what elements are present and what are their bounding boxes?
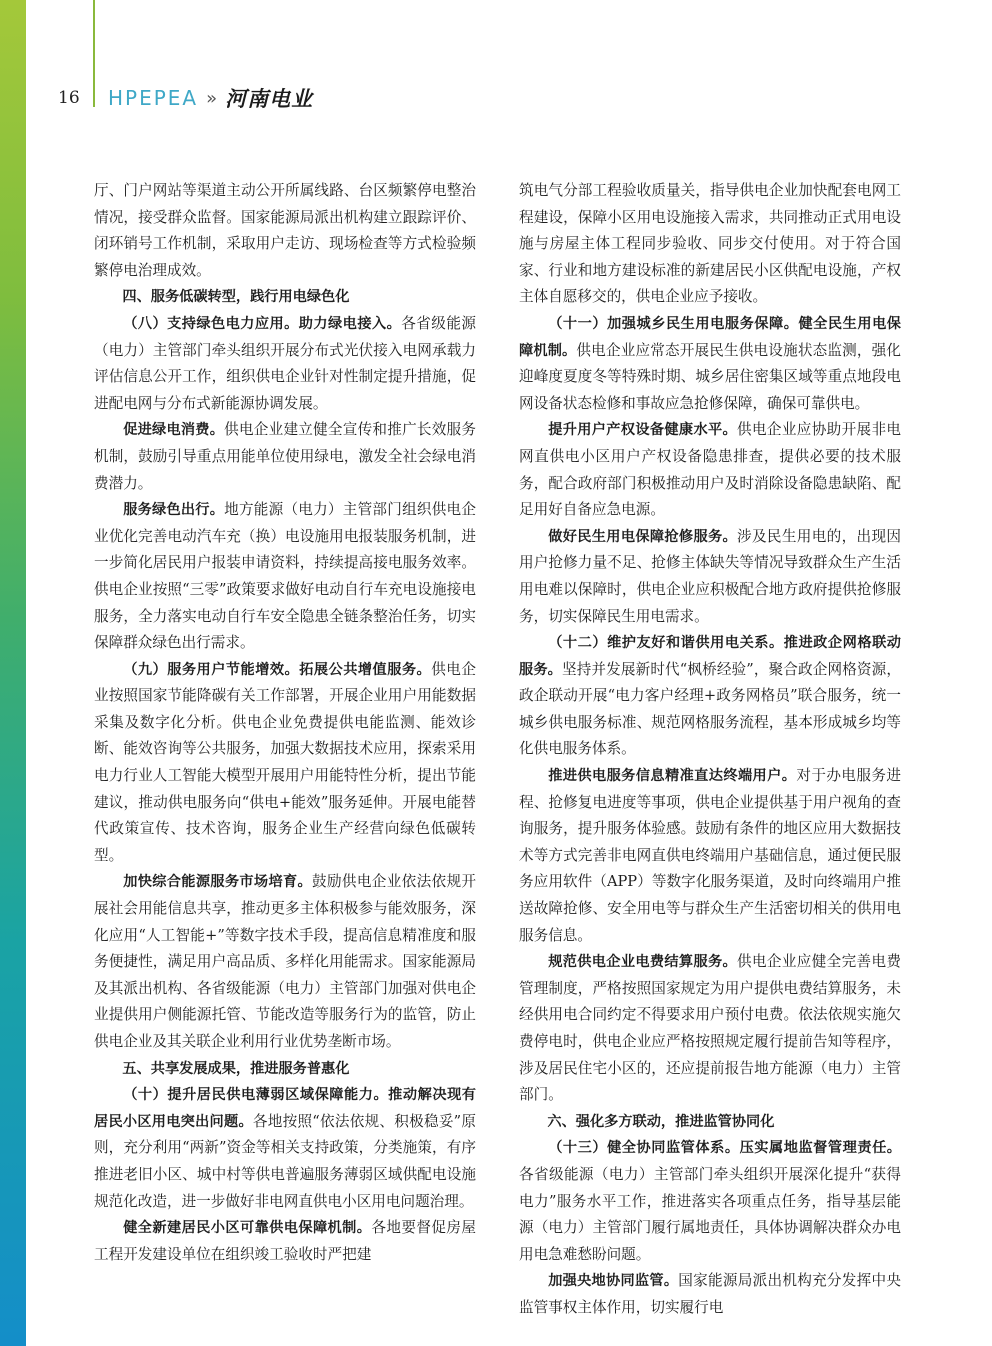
- lead-phrase: （十一）加强城乡民生用电服务保障。健全民生用电保障机制。: [519, 315, 901, 359]
- paragraph-text: 各地要督促房屋工程开发建设单位在组织竣工验收时严把建: [94, 1219, 476, 1263]
- paragraph-text: 鼓励供电企业依法依规开展社会用能信息共享，推动更多主体积极参与能效服务，深化应用“人工智能+”等数字技术手段，提高信息精准度和服务便捷性，满足用户高品质、多样化用能需求。国家能源局及其派出机构、各省级能源（电力）主管部门加强对供电企业提供用户侧能源托管、节能改造等服务行为的监管，防止供电企业及其关联企业利用行业优势垄断市场。: [94, 873, 476, 1050]
- lead-phrase: （十）提升居民供电薄弱区域保障能力。推动解决现有居民小区用电突出问题。: [94, 1087, 476, 1130]
- paragraph-text: 供电企业建立健全宣传和推广长效服务机制，鼓励引导重点用能单位使用绿电，激发全社会绿电消费潜力。: [94, 421, 476, 492]
- lead-phrase: 推进供电服务信息精准直达终端用户。: [548, 768, 797, 785]
- paragraph-text: 供电企业应健全完善电费管理制度，严格按照国家规定为用户提供电费结算服务，未经供用电合同约定不得要求用户预付电费。依法依规实施欠费停电时，供电企业应严格按照规定履行提前告知等程序，涉及居民住宅小区的，还应提前报告地方能源（电力）主管部门。: [519, 953, 901, 1104]
- paragraph-text: 厅、门户网站等渠道主动公开所属线路、台区频繁停电整治情况，接受群众监督。国家能源局派出机构建立跟踪评价、闭环销号工作机制，采取用户走访、现场检查等方式检验频繁停电治理成效。: [94, 182, 476, 279]
- paragraph: [94, 497, 476, 657]
- paragraph-text: 供电企业按照国家节能降碳有关工作部署，开展企业用户用能数据采集及数字化分析。供电企业免费提供电能监测、能效诊断、能效咨询等公共服务，加强大数据技术应用，探索采用电力行业人工智能大模型开展用户用能特性分析，提出节能建议，推动供电服务向“供电+能效”服务延伸。开展电能替代政策宣传、技术咨询，服务企业生产经营向绿色低碳转型。: [94, 660, 476, 864]
- paragraph-text: 各省级能源（电力）主管部门牵头组织开展深化提升“获得电力”服务水平工作，推进落实各项重点任务，指导基层能源（电力）主管部门履行属地责任，具体协调解决群众办电用电急难愁盼问题。: [519, 1165, 901, 1263]
- lead-phrase: 规范供电企业电费结算服务。: [548, 954, 738, 971]
- lead-phrase: （十三）健全协同监管体系。压实属地监督管理责任。: [548, 1140, 901, 1157]
- paragraph: [519, 524, 901, 630]
- paragraph-text: 供电企业应常态开展民生供电设施状态监测，强化迎峰度夏度冬等特殊时期、城乡居住密集区域等重点地段电网设备状态检修和事故应急抢修保障，确保可靠供电。: [519, 341, 901, 412]
- paragraph-text: 各省级能源（电力）主管部门牵头组织开展分布式光伏接入电网承载力评估信息公开工作，组织供电企业针对性制定提升措施，促进配电网与分布式新能源协调发展。: [94, 314, 476, 412]
- lead-phrase: 做好民生用电保障抢修服务。: [548, 528, 738, 545]
- masthead: [108, 84, 313, 112]
- paragraph-text: 地方能源（电力）主管部门组织供电企业优化完善电动汽车充（换）电设施用电报装服务机制，进一步简化居民用户报装申请资料，持续提高接电服务效率。供电企业按照“三零”政策要求做好电动自行车充电设施接电服务，全力落实电动自行车安全隐患全链条整治任务，切实保障群众绿色出行需求。: [94, 501, 476, 652]
- brand-title: 河南电业: [225, 86, 314, 111]
- paragraph-text: 国家能源局派出机构充分发挥中央监管事权主体作用，切实履行电: [519, 1272, 901, 1316]
- paragraph: [519, 763, 901, 949]
- column-left: [94, 178, 476, 1268]
- side-gradient-strip: [0, 0, 26, 1346]
- lead-phrase: 促进绿电消费。: [123, 422, 225, 439]
- paragraph-text: 各地按照“依法依规、积极稳妥”原则，充分利用“两新”资金等相关支持政策，分类施策，有序推进老旧小区、城中村等供电普遍服务薄弱区域供配电设施规范化改造，进一步做好非电网直供电小区用电问题治理。: [94, 1112, 476, 1210]
- paragraph: [94, 417, 476, 497]
- lead-phrase: 健全新建居民小区可靠供电保障机制。: [123, 1220, 372, 1237]
- paragraph: [519, 417, 901, 523]
- brand-latin: HPEPEA: [108, 86, 199, 110]
- paragraph: [94, 869, 476, 1055]
- lead-phrase: （九）服务用户节能增效。拓展公共增值服务。: [123, 661, 432, 678]
- paragraph-text: 对于办电服务进程、抢修复电进度等事项，供电企业提供基于用户视角的查询服务，提升服务体验感。鼓励有条件的地区应用大数据技术等方式完善非电网直供电终端用户基础信息，通过便民服务应用软件（APP）等数字化服务渠道，及时向终端用户推送故障抢修、安全用电等与群众生产生活密切相关的供用电服务信息。: [519, 767, 901, 944]
- lead-phrase: （八）支持绿色电力应用。助力绿电接入。: [123, 315, 402, 332]
- lead-phrase: 服务绿色出行。: [123, 502, 225, 519]
- chevron-right-icon: »: [206, 87, 218, 109]
- section-heading: 四、服务低碳转型，践行用电绿色化: [122, 289, 350, 306]
- paragraph: [519, 311, 901, 417]
- paragraph: [94, 178, 476, 284]
- paragraph: [519, 1135, 901, 1268]
- paragraph-text: 筑电气分部工程验收质量关，指导供电企业加快配套电网工程建设，保障小区用电设施接入需求，共同推动正式用电设施与房屋主体工程同步验收、同步交付使用。对于符合国家、行业和地方建设标准的新建居民小区供配电设施，产权主体自愿移交的，供电企业应予接收。: [519, 182, 901, 306]
- paragraph: [94, 1082, 476, 1215]
- paragraph: [519, 1268, 901, 1321]
- paragraph-text: 供电企业应协助开展非电网直供电小区用户产权设备隐患排查，提供必要的技术服务，配合政府部门积极推动用户及时消除设备隐患缺陷、配足用好自备应急电源。: [519, 421, 901, 519]
- paragraph: [94, 311, 476, 417]
- lead-phrase: （十二）维护友好和谐供用电关系。推进政企网格联动服务。: [519, 635, 901, 678]
- lead-phrase: 加快综合能源服务市场培育。: [123, 874, 313, 891]
- section-heading: 五、共享发展成果，推进服务普惠化: [122, 1060, 350, 1077]
- paragraph: [519, 630, 901, 763]
- section-heading: 六、强化多方联动，推进监管协同化: [547, 1113, 775, 1130]
- header-divider: [93, 0, 95, 107]
- paragraph-text: 坚持并发展新时代“枫桥经验”，聚合政企网格资源，政企联动开展“电力客户经理+政务网格员”联合服务，统一城乡供电服务标准、规范网格服务流程，基本形成城乡均等化供电服务体系。: [519, 660, 901, 758]
- lead-phrase: 提升用户产权设备健康水平。: [548, 422, 738, 439]
- lead-phrase: 加强央地协同监管。: [548, 1273, 679, 1290]
- paragraph: [94, 1215, 476, 1268]
- column-right: [519, 178, 901, 1322]
- paragraph: [519, 178, 901, 311]
- paragraph: [519, 949, 901, 1109]
- paragraph: [94, 657, 476, 870]
- paragraph-text: 涉及民生用电的，出现因用户抢修力量不足、抢修主体缺失等情况导致群众生产生活用电难以保障时，供电企业应积极配合地方政府提供抢修服务，切实保障民生用电需求。: [519, 527, 901, 625]
- page-number: 16: [58, 88, 80, 108]
